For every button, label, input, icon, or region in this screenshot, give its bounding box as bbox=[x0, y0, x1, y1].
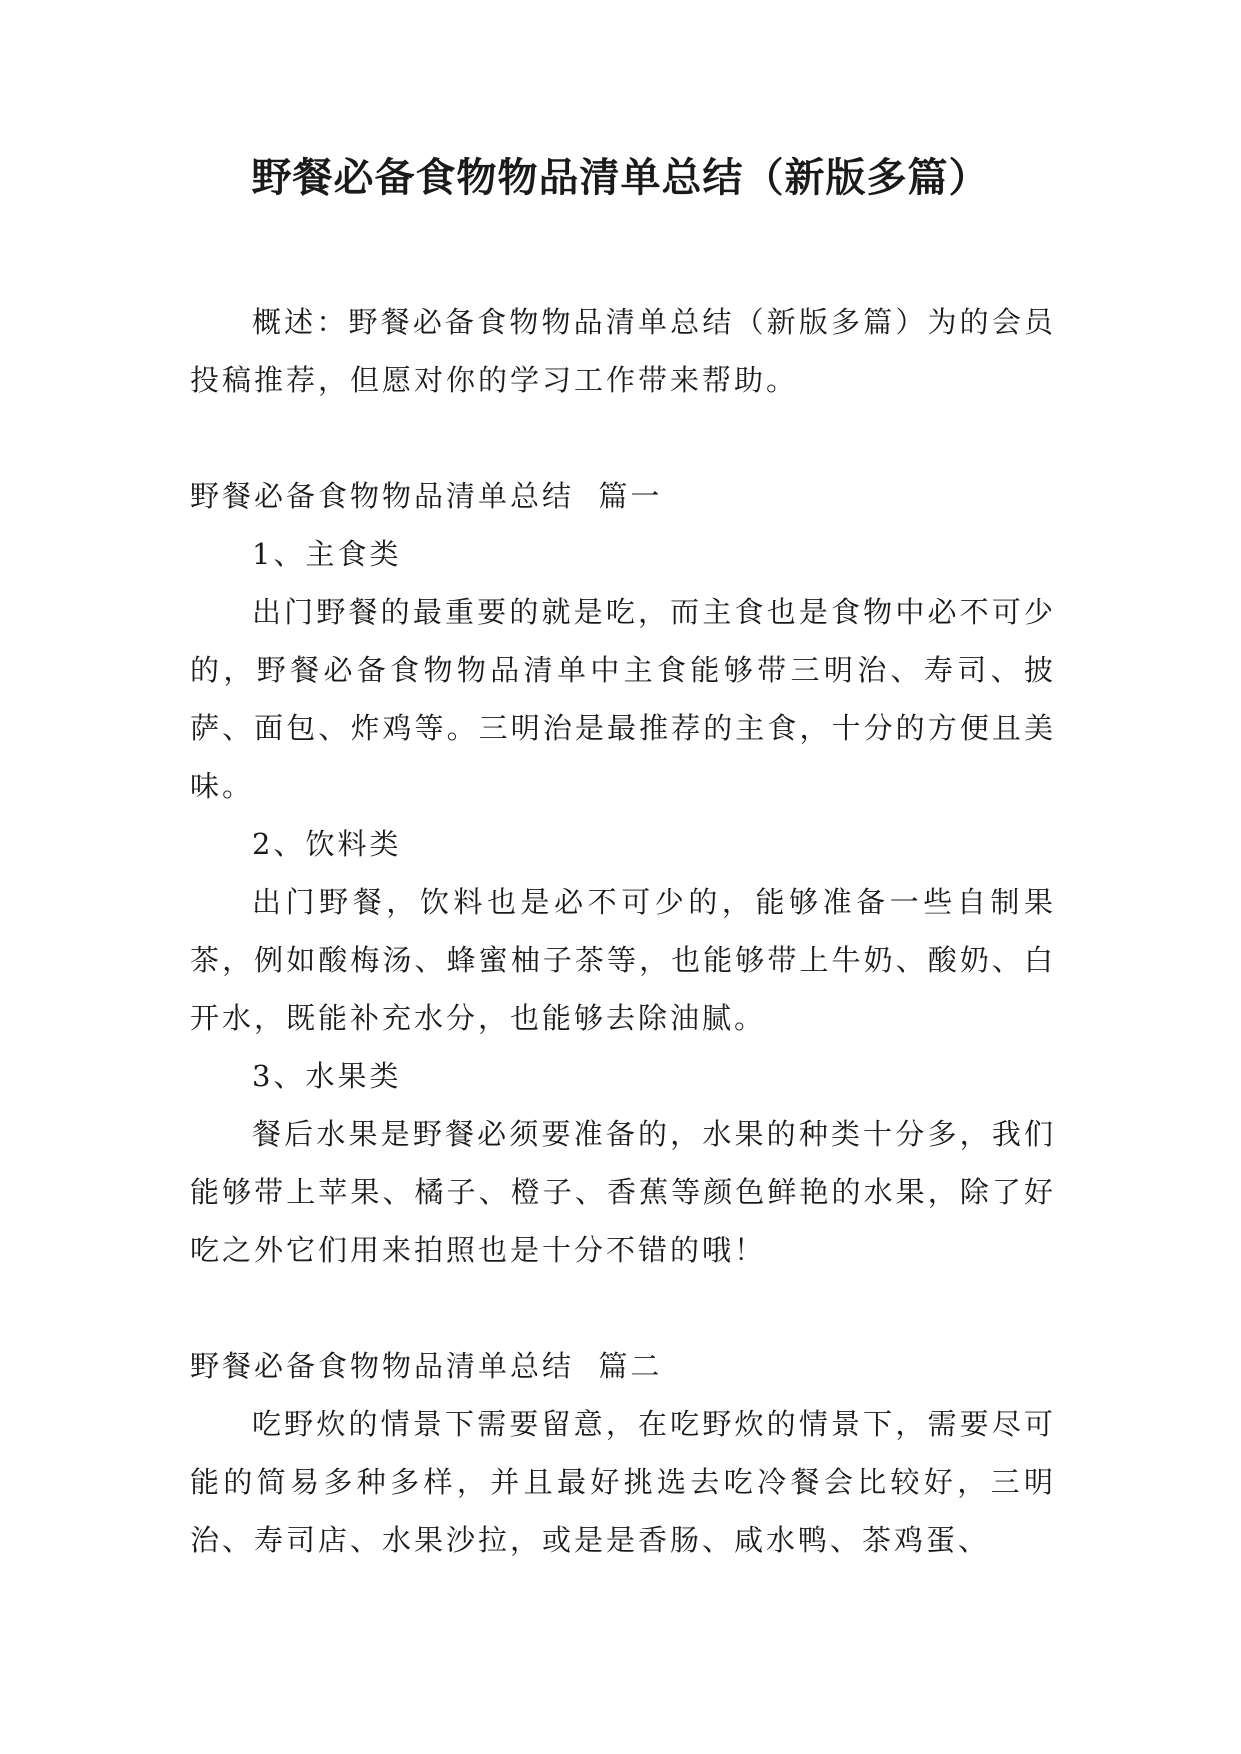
spacer bbox=[190, 409, 1056, 467]
item-text-2: 出门野餐，饮料也是必不可少的，能够准备一些自制果茶，例如酸梅汤、蜂蜜柚子茶等，也能够带上牛奶、酸奶、白开水，既能补充水分，也能够去除油腻。 bbox=[190, 885, 1056, 1035]
section-2-text: 吃野炊的情景下需要留意，在吃野炊的情景下，需要尽可能的简易多种多样，并且最好挑选去吃冷餐会比较好，三明治、寿司店、水果沙拉，或是是香肠、咸水鸭、茶鸡蛋、 bbox=[190, 1407, 1056, 1557]
item-label-1: 1、主食类 bbox=[252, 537, 402, 571]
document-body bbox=[190, 293, 1056, 1569]
document-title: 野餐必备食物物品清单总结（新版多篇） bbox=[251, 155, 990, 201]
item-text-1: 出门野餐的最重要的就是吃，而主食也是食物中必不可少的，野餐必备食物物品清单中主食能够带三明治、寿司、披萨、面包、炸鸡等。三明治是最推荐的主食，十分的方便且美味。 bbox=[190, 595, 1056, 803]
section-heading-1: 野餐必备食物物品清单总结 篇一 bbox=[190, 479, 663, 513]
section-heading-2: 野餐必备食物物品清单总结 篇二 bbox=[190, 1349, 663, 1383]
item-label-3: 3、水果类 bbox=[252, 1059, 402, 1093]
item-text-3: 餐后水果是野餐必须要准备的，水果的种类十分多，我们能够带上苹果、橘子、橙子、香蕉等颜色鲜艳的水果，除了好吃之外它们用来拍照也是十分不错的哦！ bbox=[190, 1117, 1056, 1267]
summary-paragraph: 概述：野餐必备食物物品清单总结（新版多篇）为的会员投稿推荐，但愿对你的学习工作带来帮助。 bbox=[190, 305, 1056, 397]
item-label-2: 2、饮料类 bbox=[252, 827, 402, 861]
spacer bbox=[190, 1279, 1056, 1337]
